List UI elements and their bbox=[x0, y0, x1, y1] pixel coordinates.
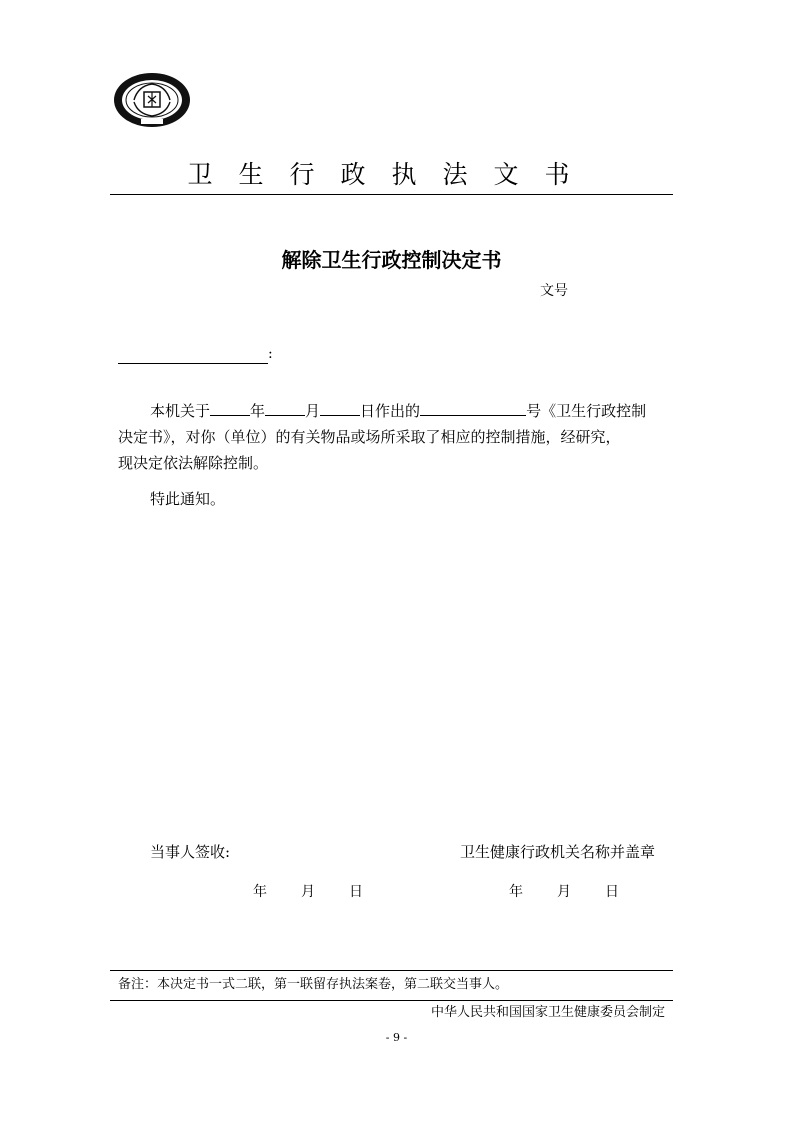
issuing-organization: 中华人民共和国国家卫生健康委员会制定 bbox=[430, 1005, 665, 1020]
notice-text: 特此通知。 bbox=[150, 490, 226, 508]
date-year: 年 bbox=[509, 884, 523, 900]
month-blank[interactable] bbox=[265, 398, 305, 416]
date-month: 月 bbox=[301, 884, 315, 900]
year-blank[interactable] bbox=[210, 398, 250, 416]
authority-date bbox=[509, 882, 619, 902]
body-text: 日作出的 bbox=[360, 402, 421, 420]
date-year: 年 bbox=[253, 884, 267, 900]
day-blank[interactable] bbox=[320, 398, 360, 416]
body-text: 号《卫生行政控制 bbox=[526, 402, 647, 420]
date-day: 日 bbox=[349, 884, 363, 900]
body-text: 月 bbox=[305, 402, 321, 420]
body-line-2: 决定书》，对你（单位）的有关物品或场所采取了相应的控制措施，经研究， bbox=[118, 428, 621, 446]
page-number: - 9 - bbox=[385, 1031, 408, 1044]
document-body bbox=[118, 398, 678, 476]
header-title: 卫生行政执法文书 bbox=[187, 160, 596, 189]
date-month: 月 bbox=[557, 884, 571, 900]
remark-top-divider bbox=[110, 970, 673, 971]
header-divider bbox=[110, 194, 673, 195]
addressee-line bbox=[118, 344, 273, 364]
authority-seal-label: 卫生健康行政机关名称并盖章 bbox=[460, 843, 656, 861]
body-line-1 bbox=[118, 398, 678, 424]
party-signature-label: 当事人签收: bbox=[150, 843, 231, 861]
document-number-label: 文号 bbox=[540, 283, 568, 299]
addressee-blank[interactable] bbox=[118, 348, 268, 364]
date-day: 日 bbox=[605, 884, 619, 900]
document-title: 解除卫生行政控制决定书 bbox=[281, 248, 502, 272]
body-text: 本机关于 bbox=[150, 402, 211, 420]
remark-text: 备注：本决定书一式二联，第一联留存执法案卷，第二联交当事人。 bbox=[118, 977, 509, 992]
health-commission-logo bbox=[112, 72, 192, 128]
emblem-icon bbox=[112, 72, 192, 128]
remark-bottom-divider bbox=[110, 1000, 673, 1001]
body-text: 年 bbox=[250, 402, 266, 420]
addressee-colon: : bbox=[268, 346, 273, 362]
party-date bbox=[253, 882, 363, 902]
decision-number-blank[interactable] bbox=[420, 398, 526, 416]
body-line-3: 现决定依法解除控制。 bbox=[118, 454, 269, 472]
